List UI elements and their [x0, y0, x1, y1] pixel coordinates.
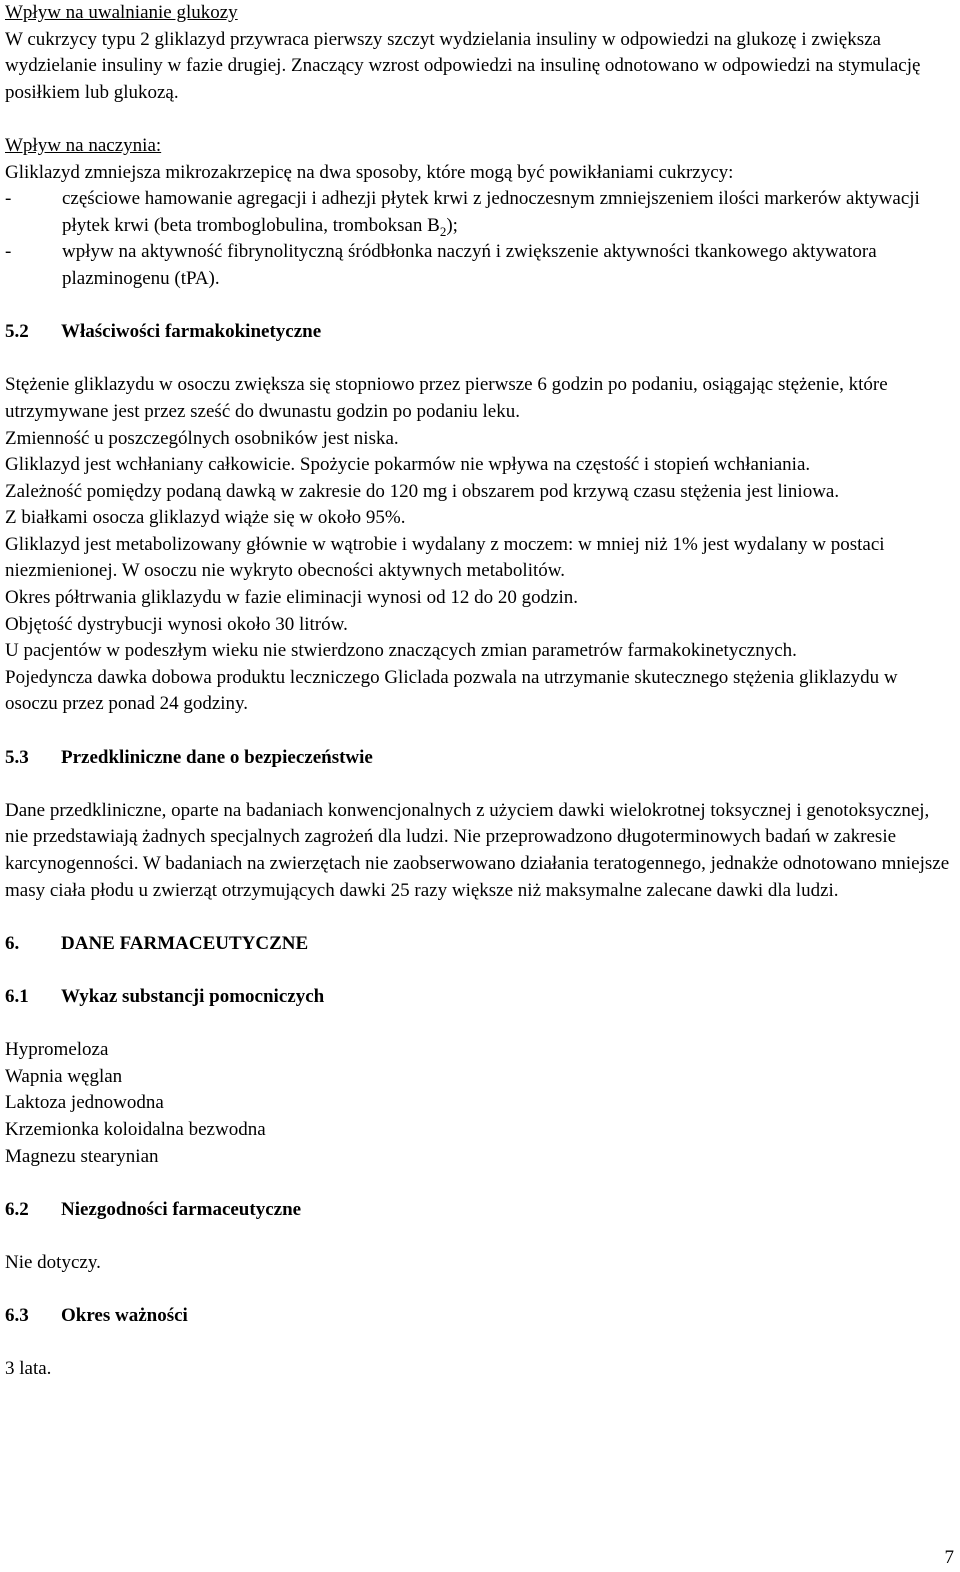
spacer	[5, 1223, 950, 1250]
bullet-marker: -	[5, 188, 12, 210]
pk-line: Objętość dystrybucji wynosi około 30 litrów.	[5, 613, 348, 635]
section-title: Niezgodności farmaceutyczne	[61, 1198, 302, 1220]
vessels-heading: Wpływ na naczynia:	[5, 134, 162, 156]
excipient-item: Magnezu stearynian	[5, 1145, 159, 1167]
spacer	[5, 904, 950, 931]
bullet-text	[62, 186, 950, 239]
bullet-text-main: częściowe hamowanie agregacji i adhezji płytek krwi z jednoczesnym zmniejszeniem ilości markerów aktywacji płytek krwi (beta tromboglobulina, tromboksan B	[62, 188, 920, 236]
spacer	[5, 1330, 950, 1357]
section-number: 6.1	[5, 985, 29, 1007]
spacer	[5, 1170, 950, 1197]
vessels-bullet-2	[5, 239, 950, 292]
spacer	[5, 771, 950, 798]
section-number: 6.2	[5, 1198, 29, 1220]
section-title: Okres ważności	[61, 1305, 188, 1327]
section-6-2-heading	[5, 1197, 950, 1224]
pk-line: Zmienność u poszczególnych osobników jest niska.	[5, 427, 399, 449]
section-number: 5.3	[5, 746, 29, 768]
spacer	[5, 293, 950, 320]
document-page	[5, 0, 950, 1383]
bullet-text: wpływ na aktywność fibrynolityczną śródbłonka naczyń i zwiększenie aktywności tkankowego aktywatora plazminogenu (tPA).	[62, 241, 877, 289]
section-6-1-heading	[5, 984, 950, 1011]
pk-line: U pacjentów w podeszłym wieku nie stwierdzono znaczących zmian parametrów farmakokinetycznych.	[5, 640, 797, 662]
bullet-text-end: );	[446, 214, 458, 236]
section-title: Wykaz substancji pomocniczych	[61, 985, 325, 1007]
section-number: 6.3	[5, 1305, 29, 1327]
spacer	[5, 1011, 950, 1038]
pk-line: Z białkami osocza gliklazyd wiąże się w około 95%.	[5, 507, 406, 529]
excipient-item: Hypromeloza	[5, 1039, 109, 1061]
spacer	[5, 1277, 950, 1304]
incompatibilities-text: Nie dotyczy.	[5, 1251, 101, 1273]
glucose-heading: Wpływ na uwalnianie glukozy	[5, 2, 238, 23]
subscript: 2	[439, 223, 447, 239]
section-number: 5.2	[5, 321, 29, 343]
spacer	[5, 957, 950, 984]
section-title: Przedkliniczne dane o bezpieczeństwie	[61, 746, 373, 768]
pk-line: Pojedyncza dawka dobowa produktu leczniczego Gliclada pozwala na utrzymanie skutecznego stężenia gliklazydu w osoczu przez ponad 24 godziny.	[5, 666, 898, 715]
spacer	[5, 346, 950, 373]
page-number: 7	[944, 1547, 954, 1568]
glucose-paragraph: W cukrzycy typu 2 gliklazyd przywraca pierwszy szczyt wydzielania insuliny w odpowiedzi na glukozę i zwiększa wydzielanie insuliny w fazie drugiej. Znaczący wzrost odpowiedzi na insulinę odnotowano w odpowiedzi na stymulację posiłkiem lub glukozą.	[5, 28, 921, 103]
vessels-intro: Gliklazyd zmniejsza mikrozakrzepicę na dwa sposoby, które mogą być powikłaniami cukrzycy:	[5, 161, 734, 183]
excipient-item: Laktoza jednowodna	[5, 1092, 164, 1114]
section-5-3-heading	[5, 745, 950, 772]
section-5-2-heading	[5, 319, 950, 346]
pk-line: Okres półtrwania gliklazydu w fazie eliminacji wynosi od 12 do 20 godzin.	[5, 587, 579, 609]
spacer	[5, 718, 950, 745]
pk-line: Gliklazyd jest metabolizowany głównie w wątrobie i wydalany z moczem: w mniej niż 1% jest wydalany w postaci niezmienionej. W osoczu nie wykryto obecności aktywnych metabolitów.	[5, 533, 885, 582]
vessels-bullet-1	[5, 186, 950, 239]
spacer	[5, 106, 950, 133]
section-6-heading	[5, 931, 950, 958]
excipient-item: Krzemionka koloidalna bezwodna	[5, 1118, 266, 1140]
pk-line: Stężenie gliklazydu w osoczu zwiększa się stopniowo przez pierwsze 6 godzin po podaniu, osiągając stężenie, które utrzymywane jest przez sześć do dwunastu godzin po podaniu leku.	[5, 374, 888, 422]
shelf-life-text: 3 lata.	[5, 1358, 52, 1380]
section-number: 6.	[5, 932, 20, 954]
section-title: Właściwości farmakokinetyczne	[61, 321, 322, 343]
pk-line: Zależność pomiędzy podaną dawką w zakresie do 120 mg i obszarem pod krzywą czasu stężenia jest liniowa.	[5, 480, 840, 502]
bullet-marker: -	[5, 241, 12, 263]
excipient-item: Wapnia węglan	[5, 1065, 123, 1087]
section-6-3-heading	[5, 1303, 950, 1330]
pk-line: Gliklazyd jest wchłaniany całkowicie. Spożycie pokarmów nie wpływa na częstość i stopień wchłaniania.	[5, 454, 811, 476]
section-title: DANE FARMACEUTYCZNE	[61, 932, 309, 954]
preclinical-paragraph: Dane przedkliniczne, oparte na badaniach konwencjonalnych z użyciem dawki wielokrotnej toksycznej i genotoksycznej, nie przedstawiają żadnych specjalnych zagrożeń dla ludzi. Nie przeprowadzono długoterminowych badań w zakresie karcynogenności. W badaniach na zwierzętach nie zaobserwowano działania teratogennego, jednakże odnotowano mniejsze masy ciała płodu u zwierząt otrzymujących dawki 25 razy większe niż maksymalne zalecane dawki dla ludzi.	[5, 799, 950, 901]
